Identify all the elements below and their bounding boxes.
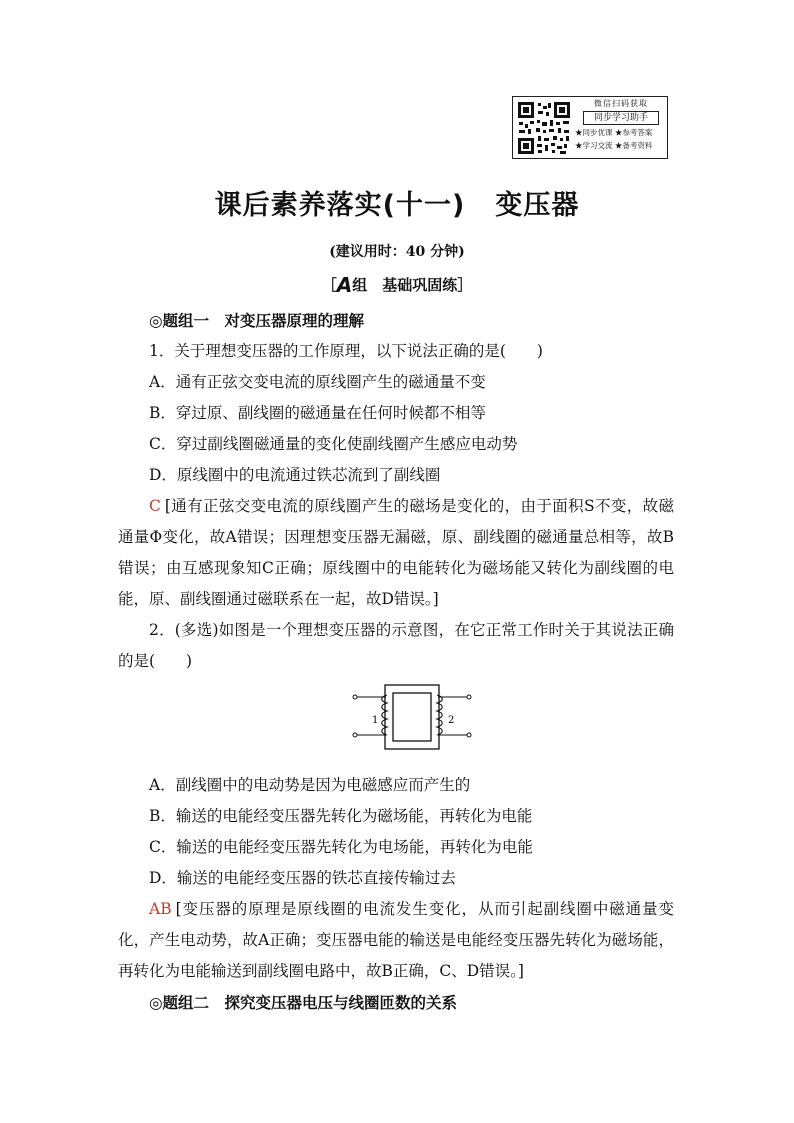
section-heading-2: ◎题组二 探究变压器电压与线圈匝数的关系 [149,993,458,1012]
group-letter: A [336,273,353,297]
group-label: 组 基础巩固练 [352,276,458,294]
qr-code-icon [516,100,572,156]
page-title-main: 课后素养落实(十一) [214,190,466,221]
group-heading [0,273,794,297]
question-1-option-a: A．通有正弦交变电流的原线圈产生的磁通量不变 [149,373,486,391]
question-1-explanation: [通有正弦交变电流的原线圈产生的磁场是变化的，由于面积S不变，故磁通量Φ变化，故A错误；因理想变压器无漏磁，原、副线圈的磁通量总相等，故B错误；由互感现象知C正确；原线圈中的电能转化为磁场能又转化为副线圈的电能，原、副线圈通过磁联系在一起，故D错误。] [118,497,674,608]
page-title [0,183,794,222]
group-bracket-open: ［ [321,276,337,294]
group-bracket-close: ］ [457,276,473,294]
coil-2-label: 2 [448,715,455,726]
question-2-solution [118,894,674,987]
question-2-option-c: C．输送的电能经变压器先转化为电场能，再转化为电能 [149,838,533,856]
qr-caption-line2: 同步学习助手 [583,111,659,125]
question-2-option-b: B．输送的电能经变压器先转化为磁场能，再转化为电能 [149,807,533,825]
question-2-explanation: [变压器的原理是原线圈的电流发生变化，从而引起副线圈中磁通量变化，产生电动势，故A正确；变压器电能的输送是电能经变压器先转化为磁场能，再转化为电能输送到副线圈电路中，故B正确，C、D错误。] [118,900,674,980]
page-title-topic: 变压器 [495,190,580,221]
coil-1-label: 1 [372,715,379,726]
question-1-answer: C [149,497,161,515]
question-1-option-c: C．穿过副线圈磁通量的变化使副线圈产生感应电动势 [149,435,518,453]
question-1-stem: 1．关于理想变压器的工作原理，以下说法正确的是( ) [149,342,543,360]
suggested-time: (建议用时：40 分钟) [329,244,465,260]
qr-caption-line1: 微信扫码获取 [594,99,648,108]
section-heading-1: ◎题组一 对变压器原理的理解 [149,311,365,330]
qr-caption [575,99,667,151]
question-2-option-d: D．输送的电能经变压器的铁芯直接传输过去 [149,869,456,887]
transformer-diagram [350,683,474,753]
question-2-stem: 2．(多选)如图是一个理想变压器的示意图，在它正常工作时关于其说法正确的是( ) [118,621,674,670]
qr-caption-line3: ★同步优课 ★参考答案 [575,128,653,137]
question-2-answer: AB [149,900,172,918]
question-1-solution [118,491,674,615]
question-2-option-a: A．副线圈中的电动势是因为电磁感应而产生的 [149,776,471,794]
qr-caption-line4: ★学习交流 ★备考资料 [575,141,653,150]
question-1-option-b: B．穿过原、副线圈的磁通量在任何时候都不相等 [149,404,486,422]
question-1-option-d: D．原线圈中的电流通过铁芯流到了副线圈 [149,466,441,484]
qr-promo-panel [512,96,668,159]
